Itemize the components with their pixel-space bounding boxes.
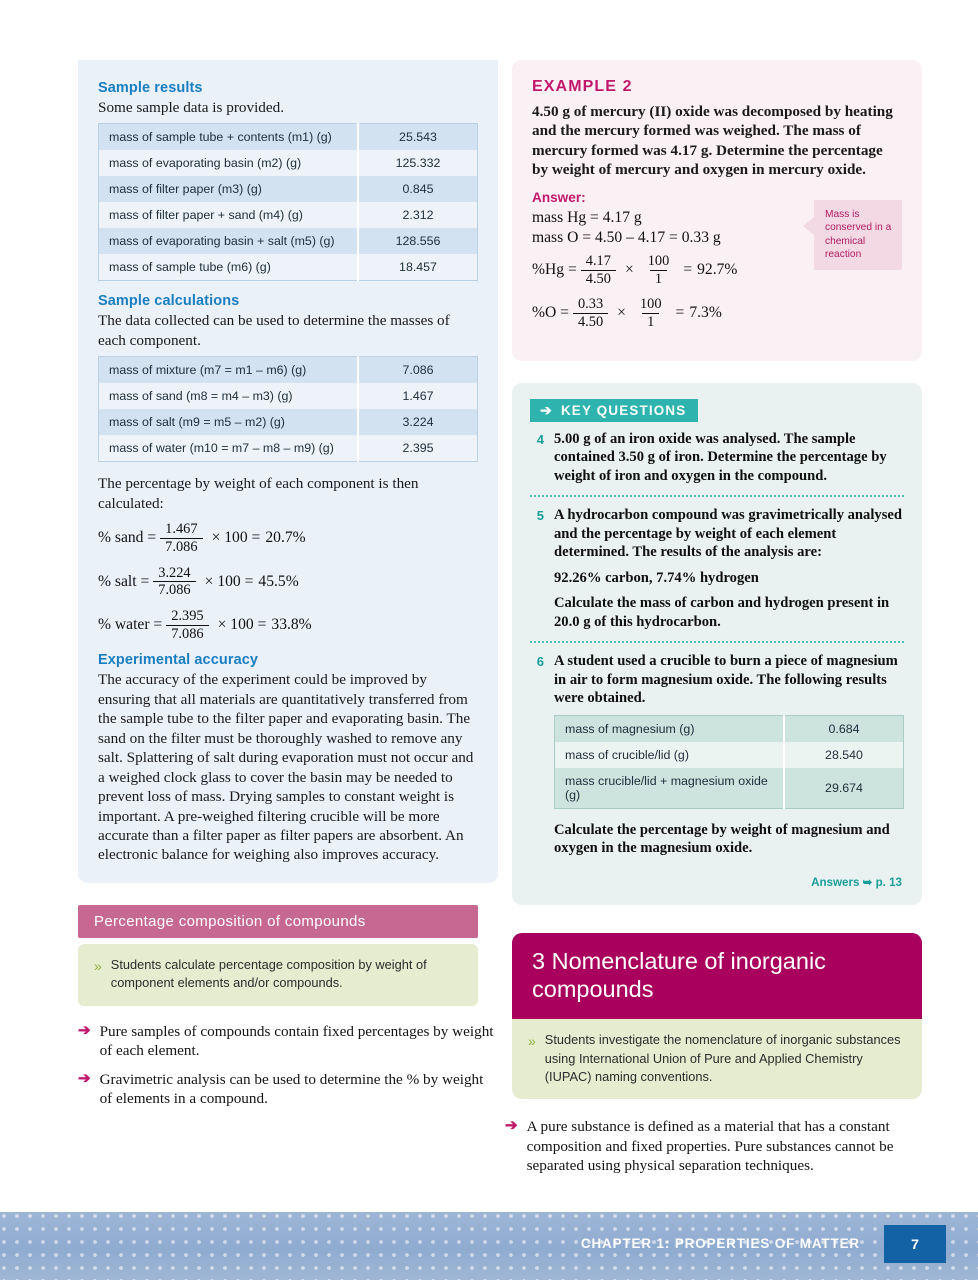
sample-results-table — [98, 123, 478, 281]
table-row — [555, 742, 904, 768]
divider — [530, 641, 904, 643]
table-row — [99, 435, 478, 462]
list-item — [530, 430, 904, 493]
example-heading: EXAMPLE 2 — [532, 78, 633, 95]
row-value: 125.332 — [358, 150, 478, 176]
example-box — [512, 60, 922, 361]
multiply-icon: × — [624, 261, 634, 278]
table-row — [99, 357, 478, 384]
row-label: mass of water (m10 = m7 – m8 – m9) (g) — [99, 435, 359, 462]
percentage-intro: The percentage by weight of each component is then calculated: — [98, 475, 419, 512]
page-footer — [0, 1212, 978, 1280]
question-paragraph: A student used a crucible to burn a piece of magnesium in air to form magnesium oxide. The following results were obtained. — [554, 653, 898, 707]
row-label: mass of evaporating basin (m2) (g) — [99, 150, 359, 176]
row-value: 18.457 — [358, 254, 478, 281]
row-value: 1.467 — [358, 383, 478, 409]
fraction — [153, 566, 195, 598]
table-row — [99, 383, 478, 409]
equation-result: 7.3% — [689, 304, 722, 322]
sample-calculations-intro: The data collected can be used to determine the masses of each component. — [98, 312, 450, 349]
table-row — [99, 409, 478, 435]
row-value: 7.086 — [358, 357, 478, 384]
arrow-icon: ➔ — [540, 402, 553, 419]
example-line-mass-hg: mass Hg = 4.17 g — [532, 208, 642, 226]
row-value: 25.543 — [358, 124, 478, 151]
question-number: 6 — [536, 654, 544, 670]
answer-label: Answer: — [532, 189, 586, 205]
denominator: 7.086 — [160, 538, 202, 555]
arrow-icon: ➔ — [505, 1117, 518, 1135]
question-body — [554, 652, 904, 865]
table-row — [555, 768, 904, 809]
answers-link[interactable]: Answers ➥ p. 13 — [811, 876, 902, 889]
magnesium-results-table — [554, 715, 904, 809]
row-value: 2.312 — [358, 202, 478, 228]
fraction — [166, 609, 208, 641]
question-body — [554, 430, 904, 493]
chevron-icon: » — [528, 1033, 536, 1050]
section-heading-nomenclature: 3 Nomenclature of inorganic compounds — [512, 933, 922, 1019]
equation-lhs: % water = — [98, 616, 163, 634]
row-label: mass of salt (m9 = m5 – m2) (g) — [99, 409, 359, 435]
key-questions-list — [530, 430, 904, 865]
equation-lhs: % sand = — [98, 529, 157, 547]
question-paragraph: A hydrocarbon compound was gravimetrically analysed and the percentage by weight of each element determined. The results of the analysis are: — [554, 507, 902, 561]
denominator: 4.50 — [573, 313, 608, 330]
table-row — [99, 254, 478, 281]
equation-lhs: %Hg = — [532, 261, 577, 278]
row-value: 28.540 — [784, 742, 904, 768]
syllabus-box-nomenclature — [512, 1019, 922, 1099]
example-question: 4.50 g of mercury (II) oxide was decomposed by heating and the mercury formed was weighed. The mass of mercury formed was 4.17 g. Determine the percentage by weight of mercury and oxygen in mercury oxide. — [532, 103, 893, 179]
numerator: 0.33 — [577, 296, 604, 313]
bullet-text: Pure samples of compounds contain fixed percentages by weight of each element. — [99, 1022, 494, 1059]
equals-sign: = — [675, 304, 685, 322]
row-label: mass of magnesium (g) — [555, 715, 785, 742]
key-questions-box — [512, 383, 922, 905]
bullet-text: A pure substance is defined as a material that has a constant composition and fixed properties. Pure substances cannot be separated using physical separation techniques. — [526, 1118, 894, 1174]
row-value: 29.674 — [784, 768, 904, 809]
callout-mass-conserved: Mass is conserved in a chemical reaction — [814, 200, 902, 270]
arrow-icon: ➔ — [78, 1021, 91, 1039]
row-value: 0.684 — [784, 715, 904, 742]
question-paragraph: 92.26% carbon, 7.74% hydrogen — [554, 569, 759, 586]
equation-operator: × 100 = — [211, 529, 261, 547]
equation-result: 33.8% — [271, 616, 312, 634]
fraction-ratio — [573, 297, 608, 329]
row-label: mass of evaporating basin + salt (m5) (g) — [99, 228, 359, 254]
fraction-ratio — [581, 254, 616, 286]
equation-percent-sand — [98, 522, 478, 554]
sample-calculations-table — [98, 356, 478, 462]
row-label: mass of sample tube + contents (m1) (g) — [99, 124, 359, 151]
key-questions-banner — [530, 399, 698, 422]
row-label: mass of crucible/lid (g) — [555, 742, 785, 768]
chevron-icon: » — [94, 957, 102, 974]
fraction-hundred — [635, 297, 667, 329]
bullet-pure-samples — [78, 1022, 498, 1061]
row-label: mass of mixture (m7 = m1 – m6) (g) — [99, 357, 359, 384]
row-value: 3.224 — [358, 409, 478, 435]
row-value: 128.556 — [358, 228, 478, 254]
numerator: 2.395 — [171, 608, 204, 625]
question-paragraph: Calculate the mass of carbon and hydrogen present in 20.0 g of this hydrocarbon. — [554, 595, 890, 630]
row-label: mass crucible/lid + magnesium oxide (g) — [555, 768, 785, 809]
table-row — [555, 715, 904, 742]
table-row — [99, 124, 478, 151]
experimental-accuracy-heading: Experimental accuracy — [98, 652, 259, 669]
numerator: 3.224 — [158, 564, 191, 581]
bullet-text: Gravimetric analysis can be used to determine the % by weight of elements in a compound. — [99, 1071, 484, 1108]
numerator: 4.17 — [585, 252, 611, 269]
fraction-hundred — [643, 254, 675, 286]
question-body — [554, 506, 904, 638]
percentage-composition-strip: Percentage composition of compounds — [78, 905, 478, 938]
sample-results-intro: Some sample data is provided. — [98, 99, 285, 116]
equation-operator: × 100 = — [204, 572, 254, 590]
syllabus-box-percentage-composition — [78, 944, 478, 1006]
row-value: 0.845 — [358, 176, 478, 202]
equation-percent-salt — [98, 566, 478, 598]
sample-calculations-heading: Sample calculations — [98, 293, 240, 310]
list-item — [530, 652, 904, 865]
denominator: 1 — [650, 270, 667, 287]
equation-operator: × 100 = — [217, 616, 267, 634]
equation-result: 92.7% — [697, 261, 738, 278]
table-row — [99, 150, 478, 176]
table-row — [99, 176, 478, 202]
left-content-panel — [78, 60, 498, 883]
equation-result: 45.5% — [258, 572, 299, 590]
syllabus-text: Students calculate percentage composition by weight of component elements and/or compounds. — [110, 956, 427, 991]
denominator: 4.50 — [581, 270, 616, 287]
footer-page-number: 7 — [884, 1225, 946, 1263]
table-row — [99, 202, 478, 228]
denominator: 7.086 — [153, 581, 195, 598]
equation-lhs: % salt = — [98, 572, 150, 590]
bullet-gravimetric-analysis — [78, 1070, 498, 1109]
equation-percent-o — [532, 297, 902, 329]
example-line-mass-o: mass O = 4.50 – 4.17 = 0.33 g — [532, 228, 721, 246]
question-number: 4 — [536, 431, 544, 447]
footer-chapter-title: CHAPTER 1: PROPERTIES OF MATTER — [580, 1236, 860, 1251]
syllabus-text: Students investigate the nomenclature of inorganic substances using International Union of Pure and Applied Chemistry (IUPAC) naming conventions. — [544, 1032, 901, 1084]
row-label: mass of sand (m8 = m4 – m3) (g) — [99, 383, 359, 409]
equation-percent-water — [98, 609, 478, 641]
right-column — [505, 60, 922, 1185]
left-column — [78, 60, 498, 1119]
key-questions-label: KEY QUESTIONS — [560, 402, 687, 418]
row-label: mass of filter paper + sand (m4) (g) — [99, 202, 359, 228]
row-label: mass of filter paper (m3) (g) — [99, 176, 359, 202]
equation-lhs: %O = — [532, 304, 569, 322]
row-label: mass of sample tube (m6) (g) — [99, 254, 359, 281]
multiply-icon: × — [617, 304, 626, 322]
experimental-accuracy-text: The accuracy of the experiment could be improved by ensuring that all materials are quantitatively transferred from the sample tube to the filter paper and evaporating basin. The sand on the filter must be thoroughly washed to remove any salt. Splattering of salt during evaporation must not occur and a weighed clock glass to cover the basin may be needed to prevent loss of mass. Drying samples to constant weight is important. A pre-weighed filtering crucible will be more accurate than a filter paper as filter papers are absorbent. An electronic balance for weighing also improves accuracy. — [98, 671, 474, 864]
question-number: 5 — [536, 508, 544, 524]
numerator: 100 — [639, 296, 662, 313]
sample-results-heading: Sample results — [98, 80, 203, 96]
numerator: 100 — [647, 252, 670, 269]
question-paragraph: 5.00 g of an iron oxide was analysed. The sample contained 3.50 g of iron. Determine the percentage by weight of iron and oxygen in the compound. — [554, 430, 887, 484]
question-paragraph: Calculate the percentage by weight of magnesium and oxygen in the magnesium oxide. — [554, 821, 890, 857]
equals-sign: = — [683, 261, 693, 278]
denominator: 1 — [642, 313, 659, 330]
divider — [530, 495, 904, 497]
fraction — [160, 522, 202, 554]
table-row — [99, 228, 478, 254]
equation-result: 20.7% — [265, 529, 306, 547]
denominator: 7.086 — [166, 625, 208, 642]
arrow-icon: ➔ — [78, 1070, 91, 1088]
row-value: 2.395 — [358, 435, 478, 462]
list-item — [530, 506, 904, 638]
bullet-pure-substance — [505, 1117, 922, 1175]
numerator: 1.467 — [165, 521, 198, 538]
